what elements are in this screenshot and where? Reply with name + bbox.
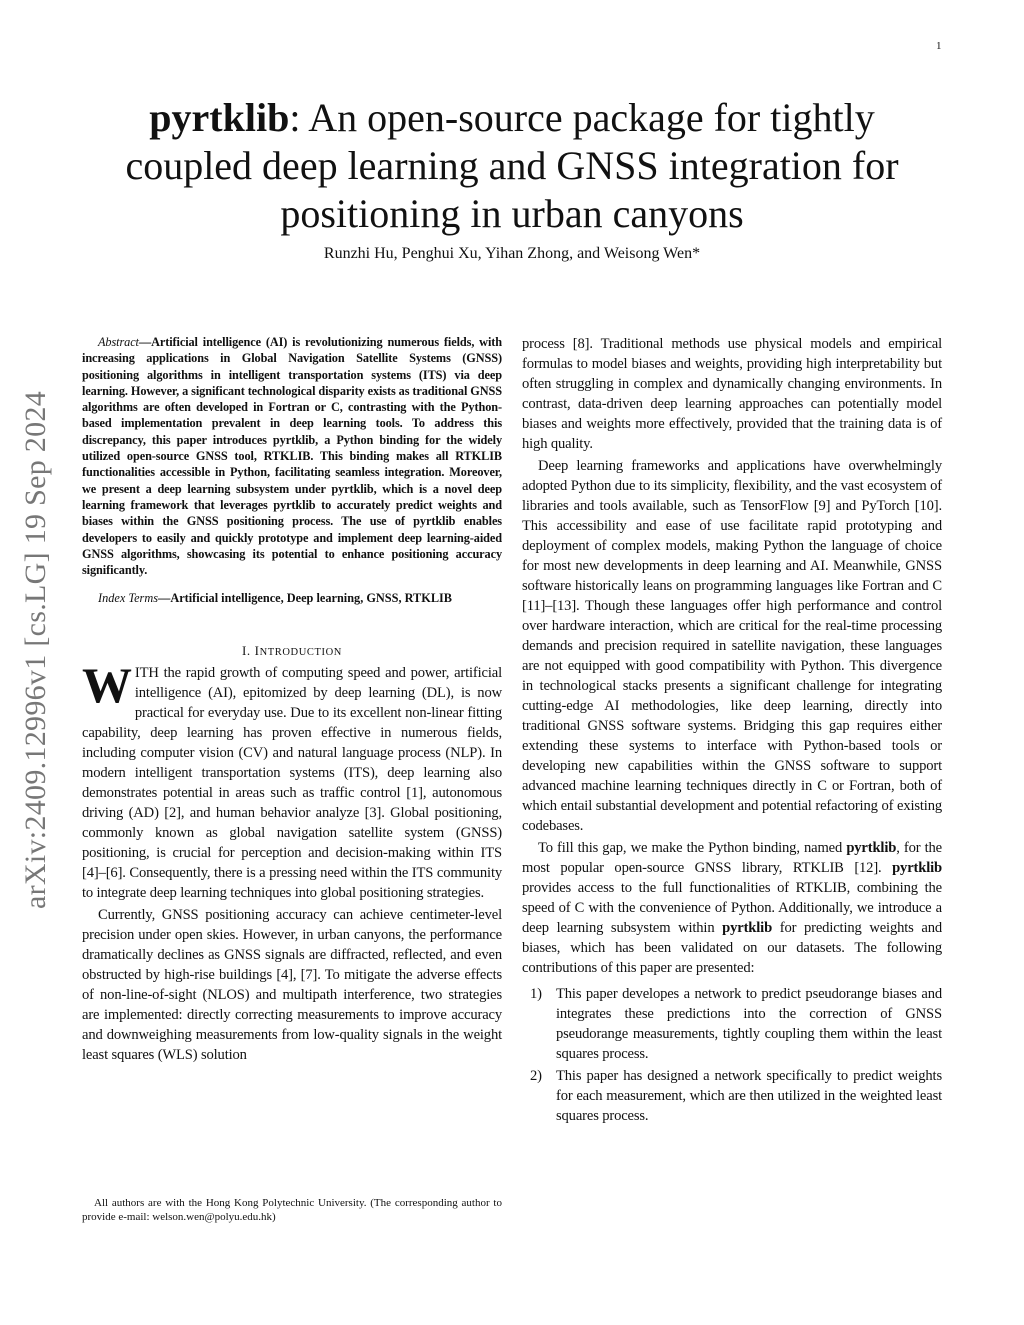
section-title-rest: NTRODUCTION bbox=[259, 646, 342, 658]
intro-paragraph-2-continued: process [8]. Traditional methods use physical models and empirical formulas to model biases and weights, providing high interpretability but often struggling in complex and dynamically changing environments. In contrast, data-driven deep learning approaches can potentially model biases and weights more effectively, provided that the training data is of high quality. bbox=[522, 336, 942, 452]
author-list: Runzhi Hu, Penghui Xu, Yihan Zhong, and Weisong Wen* bbox=[323, 245, 701, 262]
index-terms-label: Index Terms bbox=[98, 591, 159, 606]
page-number: 1 bbox=[936, 40, 942, 52]
p5-pyrtklib-2: pyrtklib bbox=[892, 860, 942, 876]
p5-text-c: , for the most popular open-source GNSS library, RTKLIB [12]. bbox=[522, 840, 942, 876]
intro-paragraph-3: Deep learning frameworks and applications have overwhelmingly adopted Python due to its simplicity, flexibility, and the vast ecosystem of libraries and tools available, such as TensorFlow [9] and PyTorch [10]. This accessibility and ease of use facilitate rapid prototyping and deployment of complex models, making Python the language of choice for most new developments in deep learning and AI. Meanwhile, GNSS software historically leans on programming languages like Fortran and C [11]–[13]. Though these languages offer high performance and control over hardware interaction, which are critical for the real-time processing demands and precision required in satellite navigation, these languages are not equipped with good compatibility with Python. This divergence in technological stacks presents a significant challenge for integrating cutting-edge AI methodologies, like deep learning, directly into traditional GNSS software systems. Bridging this gap requires either extending these systems to interface with Python-based tools or developing new capabilities within the GNSS software to support advanced machine learning techniques directly in C or Fortran, both of which entail substantial development and potential refactoring of existing codebases. bbox=[522, 458, 942, 834]
list-item-text: This paper has designed a network specifically to predict weights for each measurement, which are then utilized in the weighted least squares process. bbox=[556, 1068, 942, 1124]
dropcap-letter: W bbox=[82, 656, 132, 713]
intro-paragraph-4 bbox=[522, 838, 942, 978]
left-column bbox=[82, 334, 502, 1065]
right-column bbox=[522, 334, 942, 1128]
arxiv-identifier-stamp bbox=[8, 350, 64, 950]
abstract-text: —Artificial intelligence (AI) is revolutionizing numerous fields, with increasing applications in Global Navigation Satellite Systems (GNSS) positioning algorithms in intelligent transportation systems (ITS) via deep learning. However, a significant technological disparity exists as traditional GNSS algorithms are often developed in Fortran or C, contrasting with the Python-based implementation prevalent in deep learning tools. To address this discrepancy, this paper introduces pyrtklib, a Python binding for the widely utilized open-source GNSS tool, RTKLIB. This binding makes all RTKLIB functionalities accessible in Python, facilitating seamless integration. Moreover, we present a deep learning subsystem under pyrtklib, which is a novel deep learning framework that leverages pyrtklib to accurately predict weights and biases within the GNSS positioning process. The use of pyrtklib enables developers to easily and quickly prototype and implement deep learning-aided GNSS algorithms, showcasing its potential to enhance positioning accuracy significantly. bbox=[82, 335, 502, 578]
intro-paragraph-1 bbox=[82, 656, 502, 903]
list-item-number: 2) bbox=[530, 1068, 542, 1084]
p5-pyrtklib-1: pyrtklib bbox=[846, 840, 897, 856]
p5-pyrtklib-3: pyrtklib bbox=[722, 920, 773, 936]
index-terms-text: —Artificial intelligence, Deep learning, GNSS, RTKLIB bbox=[158, 591, 453, 606]
list-item-text: This paper developes a network to predict pseudorange biases and integrates these predictions into the correction of GNSS pseudorange measurements, tightly coupling them within the least squares process. bbox=[556, 986, 942, 1062]
section-number: I. bbox=[241, 642, 251, 658]
intro-paragraph-1-text: ITH the rapid growth of computing speed and power, artificial intelligence (AI), epitomized by deep learning (DL), is now practical for everyday use. Due to its excellent non-linear fitting capability, deep learning has proven effective in numerous fields, including computer vision (CV) and natural language process (NLP). In modern intelligent transportation systems (ITS), deep learning also demonstrates potential in areas such as traffic control [1], autonomous driving (AD) [2], and human behavior analyze [3]. Global positioning, commonly known as global navigation satellite system (GNSS) positioning, is crucial for perception and decision-making within ITS [4]–[6]. Consequently, there is a pressing need within the ITS community to integrate deep learning techniques into global positioning strategies. bbox=[82, 664, 502, 901]
p5-text-e: provides access to the full functionalities of RTKLIB, combining the speed of C with the convenience of Python. Additionally, we introduce a deep learning subsystem within bbox=[522, 880, 942, 936]
abstract-label: Abstract bbox=[98, 335, 139, 349]
arxiv-stamp-text: arXiv:2409.12996v1 [cs.LG] 19 Sep 2024 bbox=[19, 390, 53, 910]
abstract bbox=[82, 334, 502, 578]
section-title-initial: I bbox=[254, 642, 260, 658]
list-item bbox=[522, 1066, 942, 1126]
p5-text-a: To fill this gap, we make the Python binding, named bbox=[538, 840, 847, 856]
list-item-number: 1) bbox=[530, 986, 542, 1002]
title-rest: : An open-source package for tightly coupled deep learning and GNSS integration for positioning in urban canyons bbox=[125, 95, 899, 236]
list-item bbox=[522, 984, 942, 1064]
intro-paragraph-2: Currently, GNSS positioning accuracy can achieve centimeter-level precision under open skies. However, in urban canyons, the performance dramatically declines as GNSS signals are diffracted, reflected, and even obstructed by high-rise buildings [4], [7]. To mitigate the adverse effects of non-line-of-sight (NLOS) and multipath interference, two strategies are implemented: directly correcting measurements to improve accuracy and downweighing measurements from low-quality signals in the weight least squares (WLS) solution bbox=[82, 906, 502, 1063]
section-heading-introduction bbox=[82, 643, 502, 659]
p5-text-g: for predicting weights and biases, which has been validated on our datasets. The following contributions of this paper are presented: bbox=[522, 920, 942, 976]
index-terms bbox=[82, 590, 502, 606]
author-affiliation-footnote: All authors are with the Hong Kong Polytechnic University. (The corresponding author to provide e-mail: welson.wen@polyu.edu.hk) bbox=[82, 1197, 502, 1223]
contributions-list bbox=[522, 984, 942, 1126]
package-name: pyrtklib bbox=[149, 95, 290, 140]
paper-title bbox=[100, 94, 924, 238]
